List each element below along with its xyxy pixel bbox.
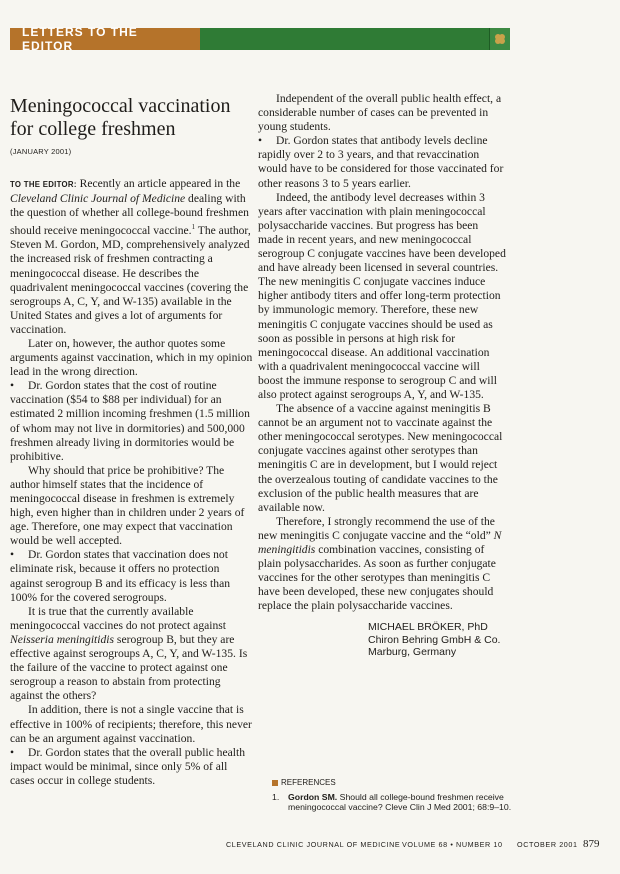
banner-bar — [200, 28, 489, 50]
signature — [368, 621, 506, 659]
bullet-point: • Dr. Gordon states that vaccination does not eliminate risk, because it offers no protection against serogroup B and its efficacy is less than 100% for the covered serogroups. — [10, 548, 231, 604]
square-bullet-icon — [272, 780, 278, 786]
letter-paragraph: In addition, there is not a single vaccine that is effective in 100% of recipients; therefore, this never can be an argument against vaccination. — [10, 703, 252, 745]
left-column — [10, 92, 254, 788]
footer-volume: VOLUME 68 • NUMBER 10 — [402, 840, 503, 849]
references — [272, 778, 522, 813]
page-footer — [226, 838, 606, 852]
bullet-point: • Dr. Gordon states that the cost of routine vaccination ($54 to $88 per individual) for an estimated 2 million incoming freshmen (1.5 million of whom may not live in dormitories) and 500,000 freshmen already living in dormitories would be prohibitive. — [10, 379, 250, 463]
section-banner — [10, 25, 510, 53]
footer-journal: CLEVELAND CLINIC JOURNAL OF MEDICINE — [226, 840, 401, 849]
signature-name: MICHAEL BRÖKER, PhD — [368, 621, 488, 634]
reference-item: 1. Gordon SM. Should all college-bound freshmen receive meningococcal vaccine? Cleve Clin J Med 2001; 68:9–10. — [272, 791, 512, 813]
bullet-point: • Dr. Gordon states that the overall public health impact would be minimal, since only 5% of all cases occur in college students. — [10, 745, 246, 787]
letter-paragraph: It is true that the currently available meningococcal vaccines do not protect against Neisseria meningitidis serogroup B, but they are effective against serogroups A, C, Y, and W-135. Is the failure of the vaccine to protect against one serogroup a reason to abstain from protecting against the others? — [10, 604, 248, 703]
signature-org: Chiron Behring GmbH & Co. — [368, 633, 501, 646]
letter-paragraph: Indeed, the antibody level decreases within 3 years after vaccination with plain meningococcal polysaccharide vaccines. But progress has been made in recent years, and new meningococcal serogroup C conjugate vaccines have been developed and have already been licensed in several countries. The new meningitis C conjugate vaccines induce higher antibody titers and offer long-term protection by immunologic memory. Therefore, these new meningitis C conjugate vaccines should be used as soon as possible in persons at high risk for meningococcal disease. An additional vaccination with a quadrivalent meningococcal vaccine will boost the immune response to serogroup C and will also protect against serogroups A, Y, and W-135. — [258, 190, 506, 401]
letter-paragraph: TO THE EDITOR: Recently an article appeared in the Cleveland Clinic Journal of Medicine dealing with the question of whether all college-bound freshmen should receive meningococcal vaccine.$^1$ The author, Steven M. Gordon, MD, comprehensively analyzed the increased risk of freshmen contracting a meningococcal disease. He describes the quadrivalent meningococcal vaccines (covering the serogroups A, C, Y, and W-135) available in the United States and gives a lot of arguments for vaccination. — [10, 177, 251, 336]
letter-paragraph: The absence of a vaccine against meningitis B cannot be an argument not to vaccinate against the other meningococcal serotypes. New meningococcal conjugate vaccines against other serotypes than meningitis C are in development, but I would reject the overzealous touting of candidate vaccines to the exclusion of the public health measures that are available now. — [258, 402, 503, 514]
letter-paragraph: Why should that price be prohibitive? The author himself states that the incidence of meningococcal disease in freshmen is extremely high, even higher than in children under 2 years of age. Therefore, one may expect that vaccination would be well accepted. — [10, 463, 245, 548]
right-column — [258, 92, 506, 659]
footer-date: OCTOBER 2001 — [517, 840, 578, 849]
clover-icon — [489, 28, 510, 50]
bullet-point: • Dr. Gordon states that antibody levels decline rapidly over 2 to 3 years, and that revaccination would have to be considered for those vaccinated for other reasons 3 to 5 years earlier. — [258, 134, 504, 190]
signature-city: Marburg, Germany — [368, 646, 457, 659]
article-date: (JANUARY 2001) — [10, 147, 72, 156]
article-title: Meningococcal vaccination for college freshmen — [10, 95, 231, 140]
letter-paragraph: Therefore, I strongly recommend the use of the new meningitis C conjugate vaccine and the “old” N meningitidis combination vaccines, consisting of plain polysaccharides. As soon as further conjugate vaccines for the other serotypes than meningitis C have been developed, these new conjugates should replace the plain polysaccharide vaccines. — [258, 514, 502, 613]
page-number: 879 — [583, 838, 600, 850]
letter-paragraph: Independent of the overall public health effect, a considerable number of cases can be prevented in young students. — [258, 92, 502, 134]
section-label: LETTERS TO THE EDITOR — [10, 28, 200, 50]
references-heading: REFERENCES — [272, 778, 522, 789]
letter-paragraph: Later on, however, the author quotes some arguments against vaccination, which in my opinion lead in the wrong direction. — [10, 336, 253, 379]
